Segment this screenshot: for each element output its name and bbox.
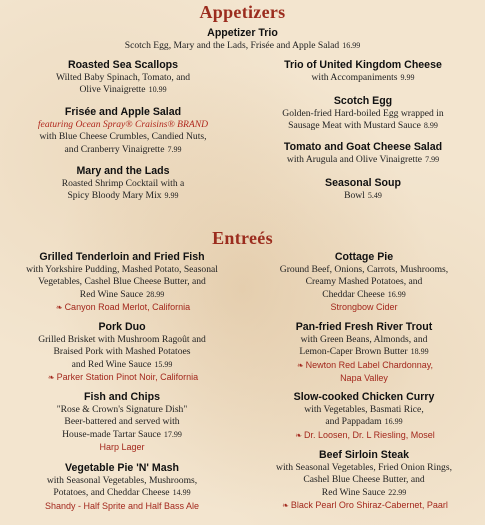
item-desc: Cashel Blue Cheese Butter, and — [303, 474, 425, 486]
item-desc: Creamy Mashed Potatoes, and — [305, 276, 423, 288]
item-name: Mary and the Lads — [76, 165, 170, 177]
appetizer-scotch-egg — [248, 95, 478, 133]
wine-pairing: ❧ Dr. Loosen, Dr. L Riesling, Mosel — [295, 429, 435, 440]
item-desc: with Arugula and Olive Vinaigrette 7.99 — [286, 154, 440, 165]
item-desc: Scotch Egg, Mary and the Lads, Frisée and Apple Salad 16.99 — [124, 40, 361, 51]
item-desc: and Pappadam 16.99 — [325, 416, 403, 428]
appetizer-trio — [0, 27, 485, 52]
entree-vegetable-pie-mash — [2, 462, 242, 512]
entree-pork-duo — [2, 321, 242, 385]
item-desc: Roasted Shrimp Cocktail with a — [61, 178, 185, 189]
item-name: Pan-fried Fresh River Trout — [295, 321, 433, 333]
item-desc: "Rose & Crown's Signature Dish" — [56, 404, 188, 415]
item-name: Slow-cooked Chicken Curry — [293, 391, 435, 403]
item-desc: and Cranberry Vinaigrette 7.99 — [64, 143, 182, 155]
item-name: Beef Sirloin Steak — [318, 449, 410, 461]
appetizer-roasted-sea-scallops — [8, 59, 238, 97]
wine-pairing: ❧ Newton Red Label Chardonnay, — [296, 359, 434, 370]
item-name: Trio of United Kingdom Cheese — [284, 59, 442, 71]
appetizer-uk-cheese-trio — [248, 59, 478, 84]
beer-pairing: Harp Lager — [99, 442, 145, 453]
wine-pairing: ❧ Parker Station Pinot Noir, California — [47, 372, 199, 383]
entree-river-trout — [246, 321, 482, 385]
item-desc: Vegetables, Cashel Blue Cheese Butter, and — [38, 276, 206, 288]
grape-icon: ❧ — [296, 360, 304, 370]
item-desc: Golden-fried Hard-boiled Egg wrapped in — [282, 108, 444, 119]
item-desc: Cheddar Cheese 16.99 — [322, 288, 406, 300]
appetizer-mary-and-the-lads — [8, 165, 238, 203]
item-desc: with Vegetables, Basmati Rice, — [304, 404, 424, 415]
item-name: Scotch Egg — [333, 95, 393, 107]
item-desc: Sausage Meat with Mustard Sauce 8.99 — [288, 120, 438, 132]
grape-icon: ❧ — [47, 373, 55, 383]
item-desc: Braised Pork with Mashed Potatoes — [53, 346, 191, 358]
item-name: Frisée and Apple Salad — [64, 106, 182, 118]
item-desc: Grilled Brisket with Mushroom Ragoût and — [38, 334, 206, 345]
item-desc: with Seasonal Vegetables, Mushrooms, — [46, 475, 198, 486]
grape-icon: ❧ — [295, 430, 302, 440]
item-desc: Spicy Bloody Mary Mix 9.99 — [67, 190, 179, 202]
item-name: Pork Duo — [98, 321, 146, 333]
item-desc: Red Wine Sauce 28.99 — [79, 288, 165, 300]
item-name: Appetizer Trio — [207, 27, 278, 39]
appetizers-heading: Appetizers — [199, 2, 286, 22]
beer-pairing: Shandy - Half Sprite and Half Bass Ale — [44, 500, 200, 511]
entree-fish-and-chips — [2, 391, 242, 454]
item-name: Cottage Pie — [334, 251, 394, 263]
cider-pairing: Strongbow Cider — [330, 302, 398, 313]
appetizer-frisee-apple-salad — [8, 106, 238, 156]
item-name: Grilled Tenderloin and Fried Fish — [39, 251, 205, 263]
entrees-heading: Entreés — [212, 228, 273, 248]
item-name: Seasonal Soup — [325, 177, 401, 189]
wine-pairing: ❧ Canyon Road Merlot, California — [55, 302, 191, 313]
wine-pairing: ❧ Black Pearl Oro Shiraz-Cabernet, Paarl — [282, 500, 448, 511]
wine-pairing-cont: Napa Valley — [340, 373, 388, 384]
item-desc: and Red Wine Sauce 15.99 — [71, 358, 173, 370]
item-desc: Olive Vinaigrette 10.99 — [79, 84, 167, 96]
item-desc: Ground Beef, Onions, Carrots, Mushrooms, — [279, 264, 449, 275]
entree-beef-sirloin-steak — [246, 449, 482, 513]
item-desc: House-made Tartar Sauce 17.99 — [62, 428, 182, 440]
item-name: Fish and Chips — [84, 391, 160, 403]
item-desc: Red Wine Sauce 22.99 — [321, 486, 407, 498]
item-desc: with Seasonal Vegetables, Fried Onion Rings, — [276, 462, 452, 473]
appetizer-seasonal-soup — [248, 177, 478, 202]
item-desc: Wilted Baby Spinach, Tomato, and — [55, 72, 191, 83]
item-desc: with Blue Cheese Crumbles, Candied Nuts, — [39, 131, 207, 143]
item-desc: Lemon-Caper Brown Butter 18.99 — [299, 346, 429, 358]
item-name: Roasted Sea Scallops — [67, 59, 179, 71]
item-name: Tomato and Goat Cheese Salad — [283, 141, 443, 153]
entree-cottage-pie — [246, 251, 482, 314]
item-desc: Bowl 5.49 — [344, 190, 382, 201]
entree-chicken-curry — [246, 391, 482, 442]
grape-icon: ❧ — [55, 303, 63, 313]
entree-tenderloin-fried-fish — [2, 251, 242, 315]
appetizer-tomato-goat-cheese-salad — [248, 141, 478, 166]
item-name: Vegetable Pie 'N' Mash — [65, 462, 179, 474]
item-desc: with Green Beans, Almonds, and — [300, 334, 428, 345]
item-feature: featuring Ocean Spray® Craisins® BRAND — [37, 119, 209, 130]
item-desc: Potatoes, and Cheddar Cheese 14.99 — [53, 487, 191, 499]
item-desc: with Yorkshire Pudding, Mashed Potato, Seasonal — [26, 264, 218, 275]
item-desc: Beer-battered and served with — [64, 416, 180, 428]
grape-icon: ❧ — [282, 501, 289, 511]
item-desc: with Accompaniments 9.99 — [311, 72, 415, 83]
